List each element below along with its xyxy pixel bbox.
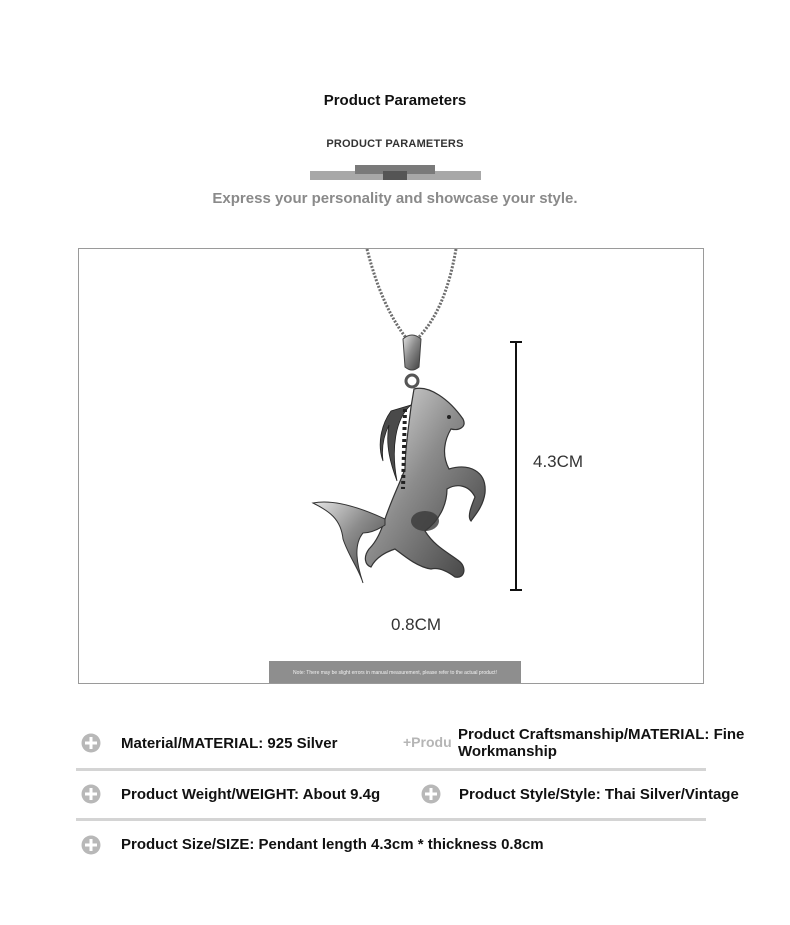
height-dimension-cap-top [510,341,522,343]
plus-circle-icon [421,784,441,804]
style-param: Product Style/Style: Thai Silver/Vintage [459,786,739,803]
tagline: Express your personality and showcase your style. [212,190,578,207]
row-divider [76,768,706,771]
height-dimension-line [515,341,517,591]
height-dimension-cap-bottom [510,589,522,591]
horse-pendant-image [299,249,499,599]
size-param: Product Size/SIZE: Pendant length 4.3cm * thickness 0.8cm [121,836,544,853]
width-label: 0.8CM [391,615,442,634]
plus-circle-icon [81,733,101,753]
row-divider [76,818,706,821]
decorative-bar [310,165,481,181]
page-subtitle: PRODUCT PARAMETERS [326,138,464,150]
height-label: 4.3CM [533,452,584,471]
plus-circle-icon [81,835,101,855]
ghost-text: +Produ [403,734,452,750]
product-image-frame [78,248,704,684]
page-title: Product Parameters [323,92,467,109]
weight-param: Product Weight/WEIGHT: About 9.4g [121,786,381,803]
measurement-note: Note: There may be slight errors in manual measurement, please refer to the actual product! [269,661,521,684]
material-param: Material/MATERIAL: 925 Silver [121,735,338,752]
plus-circle-icon [81,784,101,804]
craftsmanship-param: Product Craftsmanship/MATERIAL: Fine Workmanship [458,726,745,760]
